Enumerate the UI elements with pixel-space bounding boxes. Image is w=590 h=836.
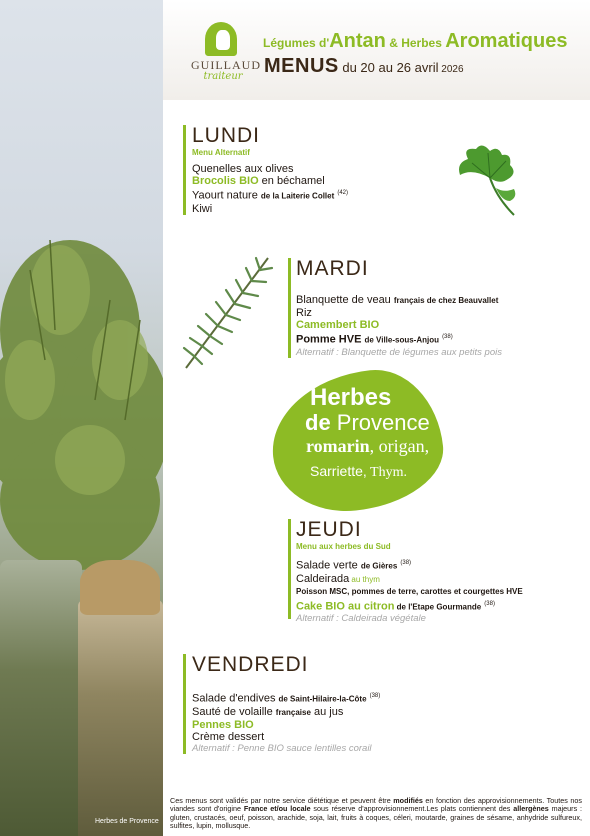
menu-item: Quenelles aux olives <box>192 163 294 175</box>
menu-item: Pomme HVE de Ville-sous-Anjou $^{(38)}$ <box>296 333 453 346</box>
menu-dates: MENUS du 20 au 26 avril 2026 <box>264 55 464 77</box>
day-subtitle: Menu Alternatif <box>192 148 250 157</box>
menu-item: Pennes BIO <box>192 718 254 731</box>
alternative-dish: Alternatif : Penne BIO sauce lentilles corail <box>192 742 372 754</box>
jar-lid <box>80 560 160 615</box>
menu-item: Poisson MSC, pommes de terre, carottes et courgettes HVE <box>296 586 523 596</box>
herb-jar <box>78 600 163 836</box>
badge-herbs: romarin, origan, <box>306 436 430 456</box>
section-divider <box>288 258 291 358</box>
menu-item: Crème dessert <box>192 730 265 743</box>
menu-item: Kiwi <box>192 202 213 215</box>
menu-item: Salade d'endives de Saint-Hilaire-la-Côte $^{(38)}$ <box>192 692 381 705</box>
menu-item: Riz <box>296 307 312 319</box>
section-divider <box>183 654 186 754</box>
badge-title: Herbes <box>310 384 392 411</box>
day-jeudi <box>296 519 523 625</box>
chef-hat-icon <box>205 22 237 56</box>
day-subtitle: Menu aux herbes du Sud <box>296 542 391 551</box>
menu-item: Cake BIO au citron de l'Etape Gourmande $^{(38)}$ <box>296 600 495 613</box>
alternative-dish: Alternatif : Blanquette de légumes aux petits pois <box>296 346 502 358</box>
menu-item: Brocolis BIO en béchamel <box>192 175 325 187</box>
page-title: Légumes d'Antan & Herbes Aromatiques <box>263 30 568 52</box>
guillaud-logo <box>191 22 261 86</box>
menu-item: Yaourt nature de la Laiterie Collet $^{(42)}$ <box>192 189 348 202</box>
day-mardi <box>296 258 502 359</box>
menu-item: Salade verte de Gières $^{(38)}$ <box>296 559 412 572</box>
menu-item: Sauté de volaille française au jus <box>192 705 344 718</box>
alternative-dish: Alternatif : Caldeirada végétale <box>296 613 426 625</box>
day-lundi <box>192 125 348 215</box>
badge-herbs: Sarriette, Thym. <box>310 463 408 480</box>
herbs-photo <box>0 0 163 836</box>
footer-disclaimer: Ces menus sont validés par notre service diététique et peuvent être modifiés en fonction des approvisionnements. Toutes nos viandes sont d'origine France et/ou locale sous réserve d'approvisionnement.Les plats contiennent des allergènes majeurs : gluten, crustacés, oeuf, poisson, arachide, soja, lait, fruits à coques, céleri, moutarde, graines de sésame, anhydride sulfureux, sulfites, lupin, mollusque. <box>170 796 582 831</box>
logo-brand-name: GUILLAUD <box>191 58 261 72</box>
header <box>163 0 590 100</box>
herb-jar <box>0 560 82 836</box>
parsley-leaf-icon <box>452 143 532 218</box>
day-vendredi <box>192 654 380 755</box>
logo-brand-sub: traiteur <box>203 71 243 82</box>
section-divider <box>288 519 291 619</box>
menu-item: Camembert BIO <box>296 319 380 331</box>
menu-item: Caldeirada au thym <box>296 572 380 585</box>
day-title: LUNDI <box>192 124 261 147</box>
section-divider <box>183 125 186 215</box>
day-title: JEUDI <box>296 518 362 541</box>
day-title: MARDI <box>296 257 369 280</box>
photo-caption: Herbes de Provence <box>95 818 159 825</box>
day-title: VENDREDI <box>192 653 309 676</box>
rosemary-sprig-icon <box>180 252 276 372</box>
menu-item: Blanquette de veau français de chez Beauvallet <box>296 294 499 306</box>
badge-subtitle: de Provence <box>305 410 430 435</box>
